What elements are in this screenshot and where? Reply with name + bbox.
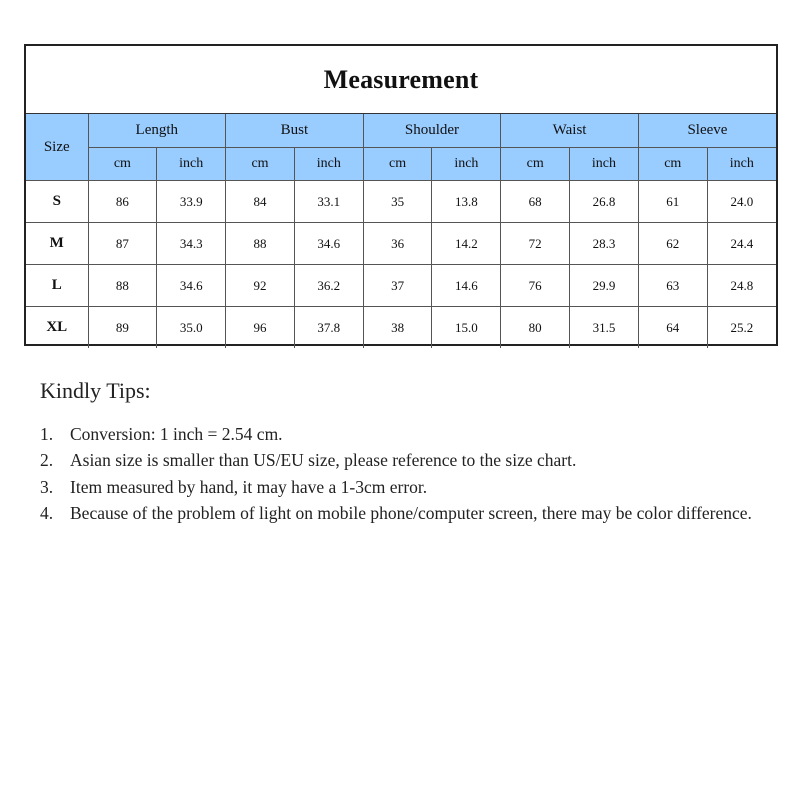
table-cell: 88 [88, 265, 157, 307]
table-cell: 62 [638, 223, 707, 265]
table-cell: 84 [226, 181, 295, 223]
table-cell: 34.6 [294, 223, 363, 265]
table-cell: 24.0 [707, 181, 776, 223]
list-item-text: Asian size is smaller than US/EU size, please reference to the size chart. [70, 450, 577, 470]
table-row [26, 181, 776, 223]
list-item-text: Item measured by hand, it may have a 1-3cm error. [70, 476, 428, 497]
table-cell: 68 [501, 181, 570, 223]
unit-header-row [26, 148, 776, 181]
size-cell: M [26, 223, 88, 265]
table-row [26, 265, 776, 307]
table-row [26, 307, 776, 349]
unit-cm-header: cm [638, 148, 707, 181]
table-cell: 26.8 [570, 181, 639, 223]
table-cell: 61 [638, 181, 707, 223]
table-cell: 92 [226, 265, 295, 307]
unit-cm-header: cm [501, 148, 570, 181]
list-item [40, 500, 760, 527]
table-cell: 87 [88, 223, 157, 265]
table-cell: 36 [363, 223, 432, 265]
list-item-number: 2. [40, 450, 54, 470]
table-cell: 34.6 [157, 265, 226, 307]
waist-header: Waist [501, 114, 639, 148]
table-cell: 14.2 [432, 223, 501, 265]
size-table [26, 114, 776, 348]
chart-title: Measurement [26, 46, 776, 114]
tips-title: Kindly Tips: [40, 378, 151, 403]
table-cell: 14.6 [432, 265, 501, 307]
table-cell: 13.8 [432, 181, 501, 223]
list-item-text: Conversion: 1 inch = 2.54 cm. [70, 423, 283, 444]
table-cell: 24.8 [707, 265, 776, 307]
unit-inch-header: inch [570, 148, 639, 181]
table-cell: 37 [363, 265, 432, 307]
table-cell: 28.3 [570, 223, 639, 265]
table-cell: 96 [226, 307, 295, 349]
size-cell: XL [26, 307, 88, 349]
unit-cm-header: cm [363, 148, 432, 181]
table-cell: 37.8 [294, 307, 363, 349]
table-cell: 35.0 [157, 307, 226, 349]
kindly-tips [40, 378, 760, 527]
list-item [40, 421, 760, 448]
list-item-number: 3. [40, 476, 54, 497]
list-item-text: Because of the problem of light on mobile phone/computer screen, there may be color difference. [70, 503, 752, 523]
table-cell: 34.3 [157, 223, 226, 265]
unit-inch-header: inch [707, 148, 776, 181]
table-cell: 64 [638, 307, 707, 349]
size-cell: L [26, 265, 88, 307]
sleeve-header: Sleeve [638, 114, 776, 148]
tips-list [40, 421, 760, 527]
unit-inch-header: inch [294, 148, 363, 181]
table-cell: 33.1 [294, 181, 363, 223]
table-cell: 76 [501, 265, 570, 307]
table-cell: 24.4 [707, 223, 776, 265]
size-cell: S [26, 181, 88, 223]
table-cell: 29.9 [570, 265, 639, 307]
unit-cm-header: cm [88, 148, 157, 181]
table-header-row [26, 114, 776, 148]
list-item [40, 447, 760, 474]
length-header: Length [88, 114, 226, 148]
size-chart [24, 44, 778, 346]
table-cell: 25.2 [707, 307, 776, 349]
table-cell: 35 [363, 181, 432, 223]
list-item-number: 1. [40, 423, 54, 444]
table-cell: 36.2 [294, 265, 363, 307]
table-cell: 63 [638, 265, 707, 307]
table-cell: 72 [501, 223, 570, 265]
table-cell: 88 [226, 223, 295, 265]
size-column-header: Size [26, 114, 88, 181]
table-cell: 38 [363, 307, 432, 349]
table-cell: 33.9 [157, 181, 226, 223]
table-cell: 89 [88, 307, 157, 349]
table-cell: 15.0 [432, 307, 501, 349]
table-cell: 31.5 [570, 307, 639, 349]
table-row [26, 223, 776, 265]
table-cell: 80 [501, 307, 570, 349]
list-item-number: 4. [40, 503, 54, 523]
shoulder-header: Shoulder [363, 114, 501, 148]
unit-cm-header: cm [226, 148, 295, 181]
list-item [40, 474, 760, 501]
unit-inch-header: inch [432, 148, 501, 181]
table-cell: 86 [88, 181, 157, 223]
bust-header: Bust [226, 114, 364, 148]
unit-inch-header: inch [157, 148, 226, 181]
